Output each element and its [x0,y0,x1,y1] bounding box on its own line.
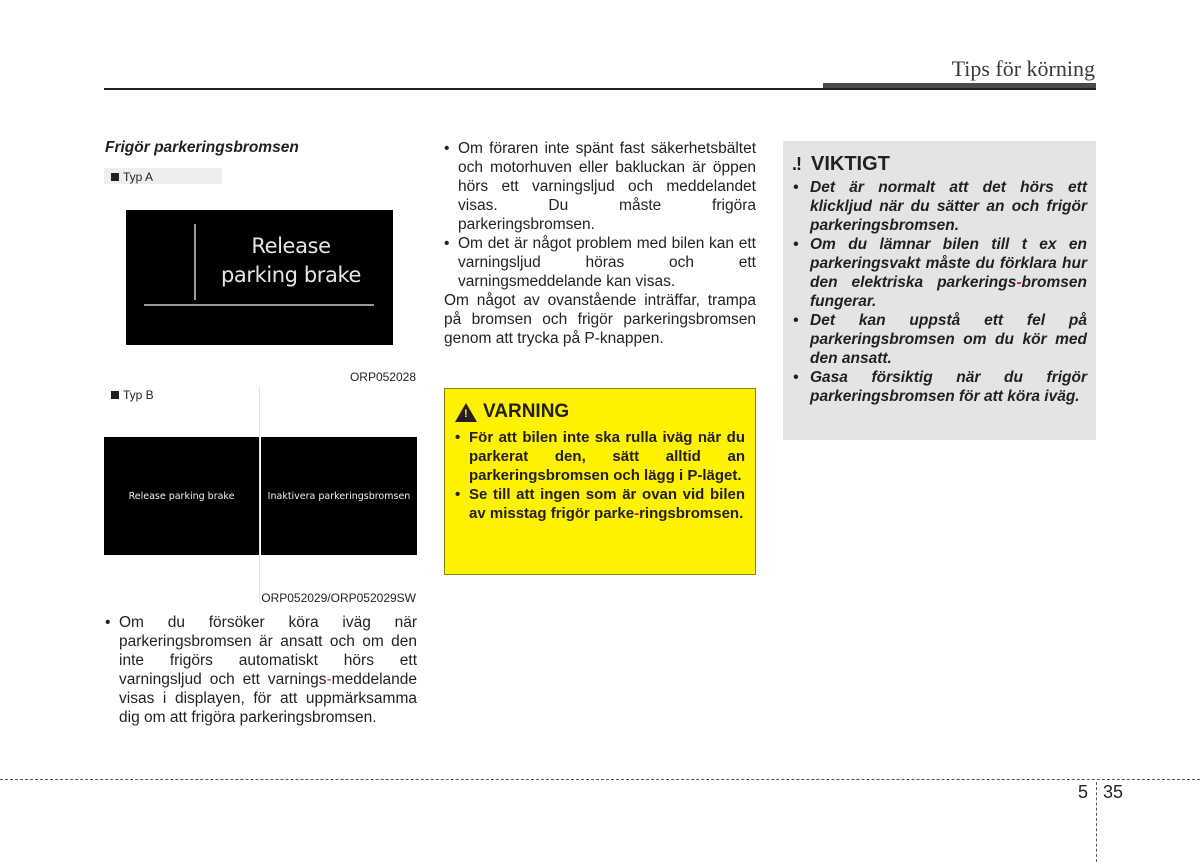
list-item [455,428,745,485]
warning-list [455,428,745,523]
figure-b-caption: ORP052029/ORP052029SW [261,591,416,605]
list-item-text [810,235,1087,311]
bullet-dot: • [444,235,450,252]
list-item-text [810,311,1087,368]
exclamation-icon: .! [792,154,801,174]
list-item-text-part: Se till att ingen som är ovan vid bilen av misstag frigör parke [469,486,745,522]
section-title: Frigör parkeringsbromsen [105,139,299,156]
list-item-text: Om det är något problem med bilen kan ett varningsljud höras och ett varningsmeddelande kan visas. [458,235,756,290]
bullet-dot: • [793,236,799,253]
figure-b-screen-left-text: Release parking brake [128,490,235,502]
list-item-text-part: bromsen fungerar. [810,274,1087,310]
list-item [444,139,756,234]
list-item-text-part: Om du försöker köra iväg när parkeringsbromsen är ansatt och om den inte frigörs automatiskt hörs ett varningsljud och ett varnings [119,614,417,688]
figure-b-label [111,388,154,402]
figure-b-screen-left [104,437,259,555]
bullet-dot: • [444,140,450,157]
bullet-dot: • [105,614,111,631]
footer-rule [0,779,1200,780]
warning-title-text: VARNING [483,401,570,422]
warning-triangle-icon: ! [455,403,477,422]
list-item [105,613,417,727]
col2-text [444,139,756,348]
figure-a-screen-line1: Release [251,234,331,258]
hyphen-mark: - [1016,274,1022,291]
list-item-text [119,613,417,727]
page-header-title: Tips för körning [951,56,1095,81]
bullet-dot: • [455,486,461,503]
list-item-text-part: ringsbromsen. [639,505,744,522]
important-title-text: VIKTIGT [811,153,890,175]
figure-a-screen-underline [144,304,374,306]
list-item [455,485,745,523]
list-item-text [810,178,1087,235]
bullet-dot: • [793,369,799,386]
col1-bullet [105,613,417,727]
list-item-text-part: meddelande visas i displayen, för att uppmärksamma dig om att frigöra parkeringsbromsen. [119,671,417,726]
bullet-dot: • [793,312,799,329]
figure-a-label-text: Typ A [123,170,154,184]
square-bullet-icon [111,391,119,399]
list-item-text-part: För att bilen inte ska rulla iväg när du parkerat den, sätt alltid an parkeringsbromsen och lägg i P-läget. [469,429,745,484]
figure-a-screen-divider [194,224,196,300]
figure-a-caption: ORP052028 [349,370,416,384]
list-item-text-part: Gasa försiktig när du frigör parkeringsbromsen för att köra iväg. [810,369,1087,405]
figure-b-screen-right [261,437,417,555]
list-item-text-part: Det är normalt att det hörs ett klickljud när du sätter an och frigör parkeringsbromsen. [810,179,1087,234]
bullet-dot: • [793,179,799,196]
list-item-text-part: Det kan uppstå ett fel på parkeringsbromsen om du kör med den ansatt. [810,312,1087,367]
list-item-text [469,485,745,523]
list-item-text: Om föraren inte spänt fast säkerhetsbältet och motorhuven eller bakluckan är öppen hörs ett varningsljud och meddelandet visas. Du måste frigöra parkeringsbromsen. [458,140,756,233]
list-item-text-part: Om du lämnar bilen till t ex en parkeringsvakt måste du förklara hur den elektriska parkerings [810,236,1087,291]
footer-divider [1096,782,1097,862]
bullet-dot: • [455,429,461,446]
important-title [792,153,890,176]
col2-paragraph: Om något av ovanstående inträffar, trampa på bromsen och frigör parkeringsbromsen genom att trycka på P-knappen. [444,292,756,347]
list-item [793,311,1087,368]
square-bullet-icon [111,173,119,181]
list-item [793,235,1087,311]
hyphen-mark: - [634,505,640,522]
figure-a-screen-message [206,232,376,290]
figure-a-label [111,170,153,184]
list-item-text [469,428,745,485]
figure-b-screen-right-text: Inaktivera parkeringsbromsen [267,490,411,502]
important-list [793,178,1087,406]
hyphen-mark: - [326,671,332,688]
header-rule [104,88,1096,90]
list-item [793,368,1087,406]
figure-b-label-text: Typ B [123,388,154,402]
list-item [444,234,756,291]
page-chapter-number: 5 [1078,782,1089,802]
warning-title [455,401,569,423]
list-item-text [810,368,1087,406]
figure-a-screen-line2: parking brake [220,263,362,287]
figure-b-divider [259,387,260,605]
page-number: 35 [1103,782,1124,802]
list-item [793,178,1087,235]
